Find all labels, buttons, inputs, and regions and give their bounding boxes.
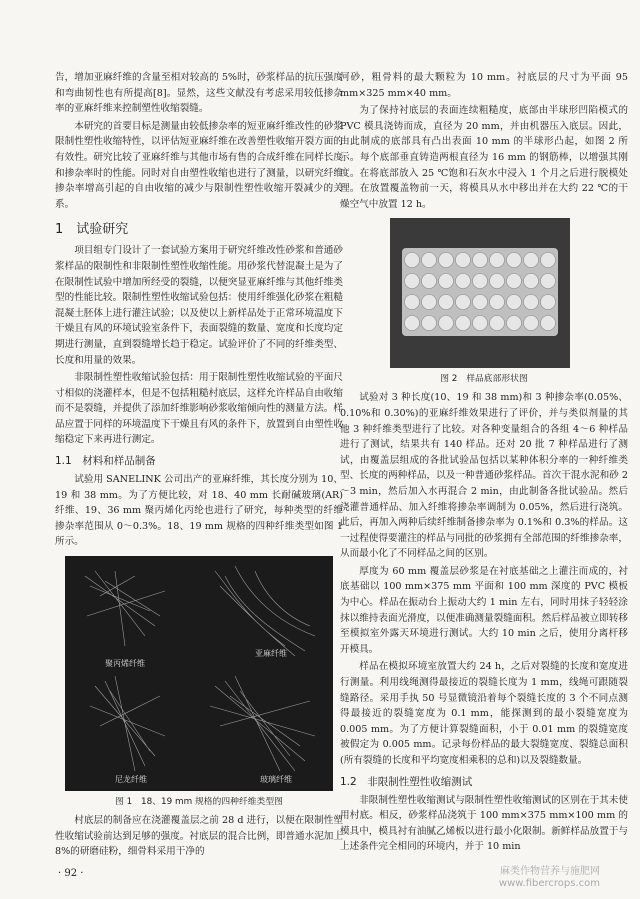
- intro-para-1: 告，增加亚麻纤维的含量至相对较高的 5%时，砂浆样品的抗压强度和弯曲韧性也有所提高[8]。显然，这些文献没有考虑采用较低掺杂率的亚麻纤维来控制塑性收缩裂缝。: [55, 72, 343, 115]
- fiber-photo-image: [65, 556, 333, 791]
- section-1-para-2: 非限制性塑性收缩试验包括：用于限制性塑性收缩试验的平面尺寸相似的浇灌样本，但是不包括粗糙村底层，这样允许样品自由收缩而不是裂缝，并提供了添加纤维影响砂浆收缩倾向性的测量方法。样品应置于同样的环境温度下干燥且有风的条件下，放置到自由塑性收缩稳定下来再进行测定。: [55, 372, 343, 446]
- site-watermark: [499, 866, 600, 890]
- hemisphere-bump: [439, 295, 454, 310]
- label-glass: 玻璃纤维: [260, 775, 292, 785]
- hemisphere-bump: [439, 274, 454, 289]
- section-1-2-title: 1.2 非限制性塑性收缩测试: [340, 775, 473, 788]
- figure-2-caption: 图 2 样品底部形状图: [440, 374, 528, 385]
- base-photo-image: [390, 218, 570, 368]
- hemisphere-bump: [422, 274, 437, 289]
- watermark-url: www.fibercrops.com: [498, 878, 600, 889]
- figure-2: [340, 218, 628, 384]
- hemisphere-bump: [473, 316, 488, 331]
- hemisphere-bump: [473, 295, 488, 310]
- hemisphere-bump: [439, 253, 454, 268]
- section-1-2-para: 非限制性塑性收缩测试与限制性塑性收缩测试的区别在于其未使用村底。相反，砂浆样品浇筑于 100 mm×375 mm×100 mm 的模具中，模具衬有油腻乙烯板以进行最小化限制。新鲜样品放置于与上述条件完全相同的环境内，并于 10 min: [340, 794, 628, 853]
- section-1-title: 1 试验研究: [55, 222, 129, 238]
- hemisphere-bump: [507, 295, 522, 310]
- hemisphere-bump: [422, 316, 437, 331]
- figure-1: [55, 556, 343, 807]
- page-number: · 92 ·: [58, 868, 84, 879]
- hemisphere-bump: [473, 274, 488, 289]
- right-para-3: 试验对 3 种长度(10、19 和 38 mm)和 3 种掺杂率(0.05%、0.10%和 0.30%)的亚麻纤维效果进行了评价，并与类似剂量的其他 3 种纤维类型进行了比较。对各种变量组合的各组 4～6 种样品进行了测试，结果共有 140 样品。还对 20 批 7 种样品进行了测试，由覆盖层组成的各批试验品包括以某种体积分率的一种纤维类型、长度的两种样品，以及一种普通砂浆样品。首次干混水泥和砂 2～3 min，然后加入水再混合 2 min，由此制备各批试验品。然后浇灌普通样品、加入纤维将掺杂率调制为 0.05%，然后进行浇筑。此后，再加入两种后续纤维制备掺杂率为 0.1%和 0.3%的样品。这一过程使得要灌注的样品与同批的砂浆拥有全部范围的纤维掺杂率，从而最小化了不同样品之间的区别。: [340, 392, 628, 560]
- section-1-para-1: 项目组专门设计了一套试验方案用于研究纤维改性砂浆和普通砂浆样品的限制性和非限制性塑性收缩性能。用砂浆代替混凝土是为了在限制性试验中增加所经受的裂缝，以便突显亚麻纤维与其他纤维类型的性能比较。限制性塑性收缩试验包括：使用纤维强化砂浆在粗糙混凝土胚体上进行灌注试验；以及使以上新样品处于正常环境温度下干燥且有风的环境试验室条件下，表面裂缝的数量、宽度和长度均定期进行测量，直到裂缝增长趋于稳定。试验评价了不同的纤维类型、长度和用量的效果。: [55, 245, 343, 366]
- label-flax: 亚麻纤维: [255, 649, 287, 659]
- hemisphere-bump: [524, 295, 539, 310]
- hemisphere-bump: [490, 253, 505, 268]
- label-nylon: 尼龙纤维: [115, 775, 147, 785]
- hemisphere-bump: [490, 274, 505, 289]
- hemisphere-bump: [473, 253, 488, 268]
- right-para-2: 为了保持衬底层的表面连续粗糙度，底部由半球形凹陷模式的 PVC 模具浇铸而成，直径为 20 mm，并由机器压入底层。因此，由此制成的底部具有凸出表面 10 mm 的半球形凸起，如图 2 所示。每个底部垂直铸造两根直径为 16 mm 的钢筋棒，以增强其刚度。在将底部放入 25 ℃饱和石灰水中浸入 1 个月之后进行脱模处理。在放置覆盖物前一天，将模具从水中移出并在大约 22 ℃的干燥空气中放置 12 h。: [340, 105, 628, 210]
- right-para-5: 样品在模拟环境室放置大约 24 h，之后对裂缝的长度和宽度进行测量。利用线绳测得最接近的裂缝长度为 1 mm，线绳可跟随裂缝路径。采用手执 50 号显微镜沿着每个裂缝长度的 3 个不同点测得最接近的裂缝宽度为 0.1 mm，能探测到的最小裂缝宽度为 0.005 mm。为了方便计算裂缝面积，小于 0.01 mm 的裂缝宽度被假定为 0.005 mm。记录每份样品的最大裂缝宽度、裂缝总面积(所有裂缝的长度和平均宽度相乘积的总和)以及裂缝数量。: [340, 661, 628, 766]
- hemisphere-bump: [541, 274, 556, 289]
- hemisphere-bump: [507, 253, 522, 268]
- hemisphere-bump: [490, 295, 505, 310]
- hemisphere-bump: [507, 316, 522, 331]
- right-para-4: 厚度为 60 mm 覆盖层砂浆是在衬底基础之上灌注而成的，衬底基础以 100 mm×375 mm 平面和 100 mm 深度的 PVC 模板为中心。样品在振动台上振动大约 1 min 左右，同时用抹子轻轻涂抹以维持表面光滑度，以便准确测量裂缝面积。然后样品被立即转移至模拟室外露天环境进行测试。大约 10 min 之后，使用分离杆移开模具。: [340, 565, 628, 655]
- hemisphere-bump: [439, 316, 454, 331]
- right-column: [340, 70, 628, 857]
- watermark-cn: 麻类作物营养与施肥网: [500, 866, 600, 877]
- hemisphere-bump: [507, 274, 522, 289]
- hemisphere-bump: [524, 253, 539, 268]
- hemisphere-bump: [524, 274, 539, 289]
- hemisphere-bump: [405, 253, 420, 268]
- hemisphere-bump: [456, 295, 471, 310]
- hemisphere-bump: [422, 295, 437, 310]
- right-para-1: 河砂，粗骨料的最大颗粒为 10 mm。衬底层的尺寸为平面 95 mm×325 mm×40 mm。: [340, 72, 628, 99]
- hemisphere-bump: [524, 316, 539, 331]
- hemisphere-bump: [456, 274, 471, 289]
- hemisphere-bump: [456, 253, 471, 268]
- hemisphere-bump: [405, 295, 420, 310]
- hemisphere-bump: [405, 274, 420, 289]
- hemisphere-bump: [541, 295, 556, 310]
- intro-para-2: 本研究的首要目标是测量由较低掺杂率的短亚麻纤维改性的砂浆限制性塑性收缩特性，以评估短亚麻纤维在改善塑性收缩开裂方面的有效性。研究比较了亚麻纤维与其他市场有售的合成纤维在同样长度和掺杂率时的性能。同时对自由塑性收缩也进行了测量，以研究纤维掺杂率增高引起的自由收缩的减少与限制性塑性收缩开裂减少的关系。: [55, 120, 343, 210]
- hemisphere-bump: [422, 253, 437, 268]
- hemisphere-bump: [405, 316, 420, 331]
- left-column: [55, 70, 343, 862]
- label-polypropylene: 聚丙烯纤维: [105, 659, 145, 669]
- after-figure-1-para: 村底层的制备应在浇灌覆盖层之前 28 d 进行，以便在限制性塑性收缩试验前达到足够的强度。衬底层的混合比例，即普通水泥加上 8%的研磨硅粉，细骨料采用干净的: [55, 815, 343, 858]
- figure-1-caption: 图 1 18、19 mm 规格的四种纤维类型图: [115, 797, 283, 808]
- hemisphere-bump: [541, 316, 556, 331]
- section-1-1-para-1: 试验用 SANELINK 公司出产的亚麻纤维，其长度分别为 10、19 和 38 mm。为了方便比较，对 18、40 mm 长耐碱玻璃(AR) 纤维、19、36 mm 聚丙烯化丙纶也进行了研究，每种类型的纤维掺杂率范围从 0～0.3%。18、19 mm 规格的四种纤维类型如图 1 所示。: [55, 474, 343, 548]
- hemisphere-bump: [490, 316, 505, 331]
- hemisphere-bump: [541, 253, 556, 268]
- fiber-types-photo: [65, 556, 333, 791]
- base-shape-photo: [390, 218, 570, 368]
- section-1-1-title: 1.1 材料和样品制备: [55, 455, 156, 468]
- hemisphere-bump: [456, 316, 471, 331]
